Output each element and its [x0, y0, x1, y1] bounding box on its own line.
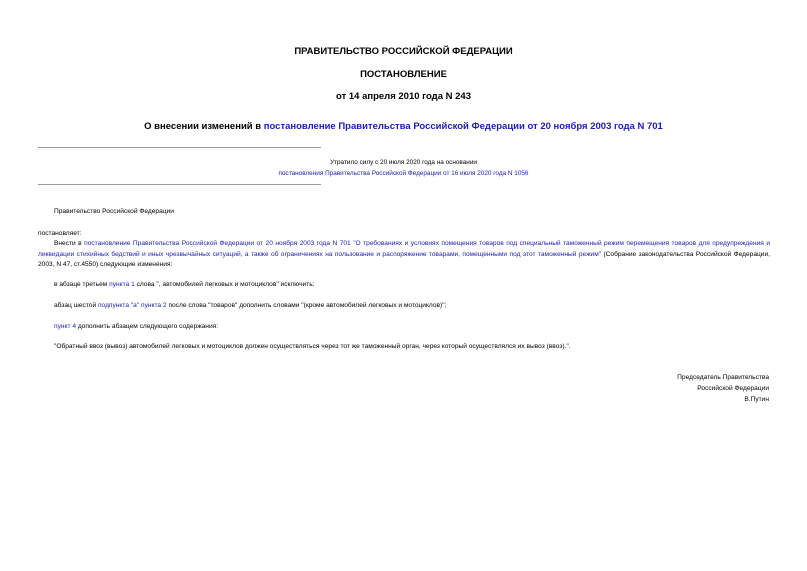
decides-line: постановляет:: [38, 230, 82, 237]
item-2-rest: после слова "товаров" дополнить словами "(кроме автомобилей легковых и мотоциклов)";: [166, 302, 447, 309]
signature-position: Председатель Правительства: [677, 374, 769, 381]
repeal-note-text: Утратило силу с 20 июля 2020 года на основании: [330, 159, 477, 166]
title-prefix: О внесении изменений в: [144, 121, 264, 132]
quote-paragraph: "Обратный ввоз (вывоз) автомобилей легковых и мотоциклов должен осуществляться через тот же таможенный орган, через который осуществлялся их вывоз (ввоз).".: [54, 343, 571, 350]
item-2-subpoint-link[interactable]: подпункта "а" пункта 2: [97, 302, 167, 309]
document-date-number: от 14 апреля 2010 года N 243: [336, 91, 471, 102]
government-line: Правительство Российской Федерации: [54, 208, 174, 215]
item-3-rest: дополнить абзацем следующего содержания:: [76, 323, 219, 330]
divider-top: [38, 147, 321, 148]
item-2: [54, 301, 446, 312]
issuer-heading: ПРАВИТЕЛЬСТВО РОССИЙСКОЙ ФЕДЕРАЦИИ: [294, 46, 513, 57]
repeal-note: [0, 157, 807, 179]
divider-bottom: [38, 184, 321, 185]
item-1-point-link[interactable]: пункта 1: [109, 281, 135, 288]
signature-block: [569, 372, 769, 405]
intro-paragraph: [38, 239, 770, 271]
item-1-prefix: в абзаце третьем: [54, 281, 110, 288]
signature-name: В.Путин: [744, 396, 769, 403]
title-decree-link[interactable]: постановление Правительства Российской Федерации от 20 ноября 2003 года N 701: [263, 121, 663, 132]
item-1: [54, 280, 315, 291]
repeal-decree-link[interactable]: постановления Правительства Российской Федерации от 16 июля 2020 года N 1056: [278, 170, 529, 177]
intro-decree-title[interactable]: "О требованиях и условиях помещения товаров под специальный таможенный режим перемещения товаров для предупреждения и ликвидации стихийных бедствий и иных чрезвычайных ситуаций, а также об ограничениях на пользование и распоряжение товарами, помещенными под этот таможенный режим": [38, 240, 771, 258]
item-2-prefix: абзац шестой: [54, 302, 98, 309]
item-3-point-link[interactable]: пункт 4: [54, 323, 76, 330]
document-type-heading: ПОСТАНОВЛЕНИЕ: [360, 69, 447, 80]
intro-prefix: Внести в: [54, 240, 85, 247]
document-title: [0, 121, 807, 132]
intro-decree-link[interactable]: постановление Правительства Российской Федерации от 20 ноября 2003 года N 701: [84, 240, 351, 247]
item-3: [54, 322, 218, 333]
signature-country: Российской Федерации: [697, 385, 769, 392]
item-1-rest: слова ", автомобилей легковых и мотоциклов" исключить;: [134, 281, 315, 288]
intro-rest: (Собрание законодательства Российской Федерации, 2003, N 47, ст.4550) следующие изменения:: [38, 250, 770, 268]
